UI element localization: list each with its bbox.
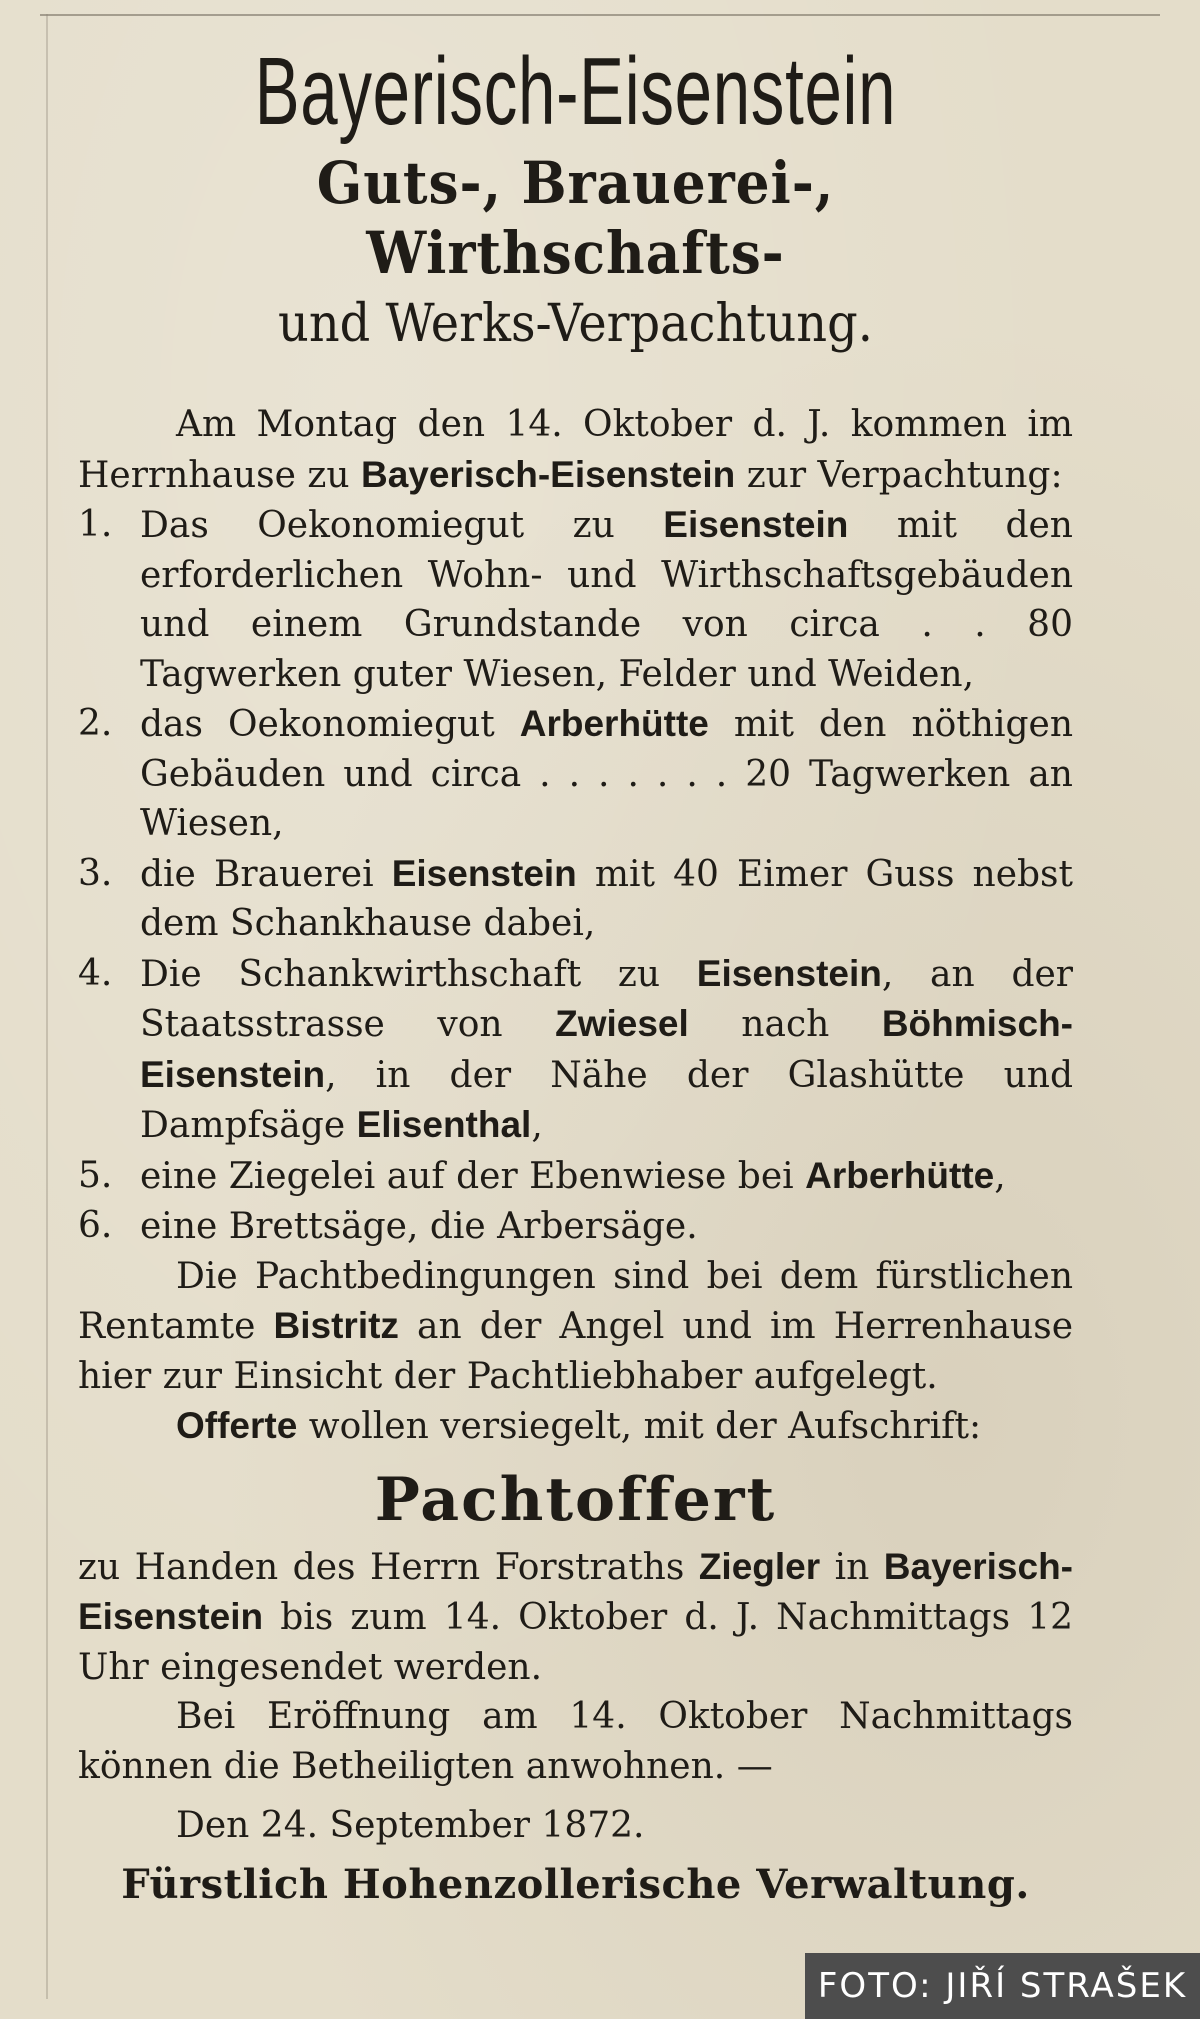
item-text: das Oekonomiegut — [140, 704, 520, 745]
item-number: 4. — [78, 952, 113, 994]
item-text: Die Schankwirthschaft zu — [140, 953, 697, 995]
item-text: mit den nöthigen Gebäuden und circa . . . . . . . 20 Tagwerken an Wiesen, — [140, 704, 1074, 844]
announcement-body — [78, 400, 1073, 1908]
opening-paragraph: Bei Eröffnung am 14. Oktober Nachmittags können die Betheiligten anwohnen. — — [78, 1696, 1073, 1787]
pachtoffert-heading: Pachtoffert — [374, 1464, 777, 1535]
item-number: 3. — [78, 852, 113, 894]
item-place: Elisenthal — [356, 1104, 532, 1145]
item-number: 6. — [78, 1205, 113, 1246]
intro-text: Am Montag den 14. Oktober d. J. kommen im Herrnhause zu — [78, 404, 1073, 496]
conditions-paragraph — [78, 1252, 1073, 1402]
item-text: , — [994, 1155, 1006, 1197]
item-place: Arberhütte — [519, 703, 709, 744]
item-place: Eisenstein — [663, 504, 849, 545]
item-text: eine Ziegelei auf der Ebenwiese bei — [140, 1155, 806, 1197]
item-text: nach — [688, 1004, 882, 1045]
item-place: Eisenstein — [696, 952, 882, 994]
delivery-paragraph — [78, 1542, 1073, 1693]
item-text: , — [531, 1105, 543, 1146]
conditions-text-end: an der Angel und im Herrenhause hier zur Einsicht der Pachtliebhaber aufgelegt. — [78, 1306, 1073, 1397]
item-text: die Brauerei — [140, 853, 392, 895]
delivery-name: Ziegler — [698, 1545, 821, 1587]
item-place: Arberhütte — [805, 1154, 995, 1196]
item-place: Eisenstein — [391, 852, 577, 894]
announcement-subtitle-line2: und Werks-Verpachtung. — [278, 294, 873, 354]
announcement-title: Bayerisch-Eisenstein — [254, 38, 897, 145]
list-item — [78, 500, 1073, 699]
item-text: Das Oekonomiegut zu — [140, 505, 664, 546]
item-text: , an der Staatsstrasse von — [140, 953, 1073, 1045]
intro-place: Bayerisch-Eisenstein — [360, 453, 736, 495]
item-number: 2. — [78, 703, 113, 744]
item-text: mit den erforderlichen Wohn- und Wirthschaftsgebäuden und einem Grundstande von circa . . 80 Tagwerken guter Wiesen, Felder und Weiden, — [140, 505, 1073, 695]
item-text: mit 40 Eimer Guss nebst dem Schankhause dabei, — [140, 853, 1073, 944]
item-place: Zwiesel — [555, 1003, 689, 1044]
announcement — [78, 40, 1073, 1908]
conditions-text: Die Pachtbedingungen sind bei dem fürstlichen Rentamte — [78, 1255, 1073, 1347]
intro-paragraph — [78, 400, 1073, 500]
offer-paragraph — [78, 1401, 1073, 1452]
top-rule — [40, 14, 1160, 16]
item-place: Böhmisch-Eisenstein — [140, 1003, 1073, 1095]
left-rule — [46, 14, 48, 1999]
signature-line: Fürstlich Hohenzollerische Verwaltung. — [121, 1861, 1030, 1908]
list-item — [78, 1151, 1073, 1202]
item-number: 1. — [78, 504, 113, 545]
offer-text: wollen versiegelt, mit der Aufschrift: — [297, 1406, 982, 1447]
photo-credit: FOTO: JIŘÍ STRAŠEK — [805, 1953, 1200, 2019]
list-item — [78, 949, 1073, 1151]
offer-keyword: Offerte — [176, 1405, 298, 1446]
delivery-text: zu Handen des Herrn Forstraths — [78, 1546, 699, 1588]
conditions-place: Bistritz — [273, 1305, 399, 1346]
delivery-place: Bayerisch-Eisenstein — [78, 1545, 1073, 1637]
announcement-subtitle: Guts-, Brauerei-, Wirthschafts- — [316, 149, 835, 287]
item-text: , in der Nähe der Glashütte und Dampfsäge — [140, 1054, 1073, 1146]
lease-items-list — [78, 500, 1073, 1252]
list-item — [78, 849, 1073, 949]
item-number: 5. — [78, 1154, 113, 1196]
delivery-text: in — [820, 1546, 884, 1588]
item-text: eine Brettsäge, die Arbersäge. — [140, 1206, 698, 1247]
intro-text-end: zur Verpachtung: — [735, 454, 1063, 496]
list-item — [78, 1201, 1073, 1252]
list-item — [78, 699, 1073, 849]
date-line: Den 24. September 1872. — [176, 1805, 645, 1846]
delivery-text-end: bis zum 14. Oktober d. J. Nachmittags 12 Uhr eingesendet werden. — [78, 1597, 1073, 1688]
